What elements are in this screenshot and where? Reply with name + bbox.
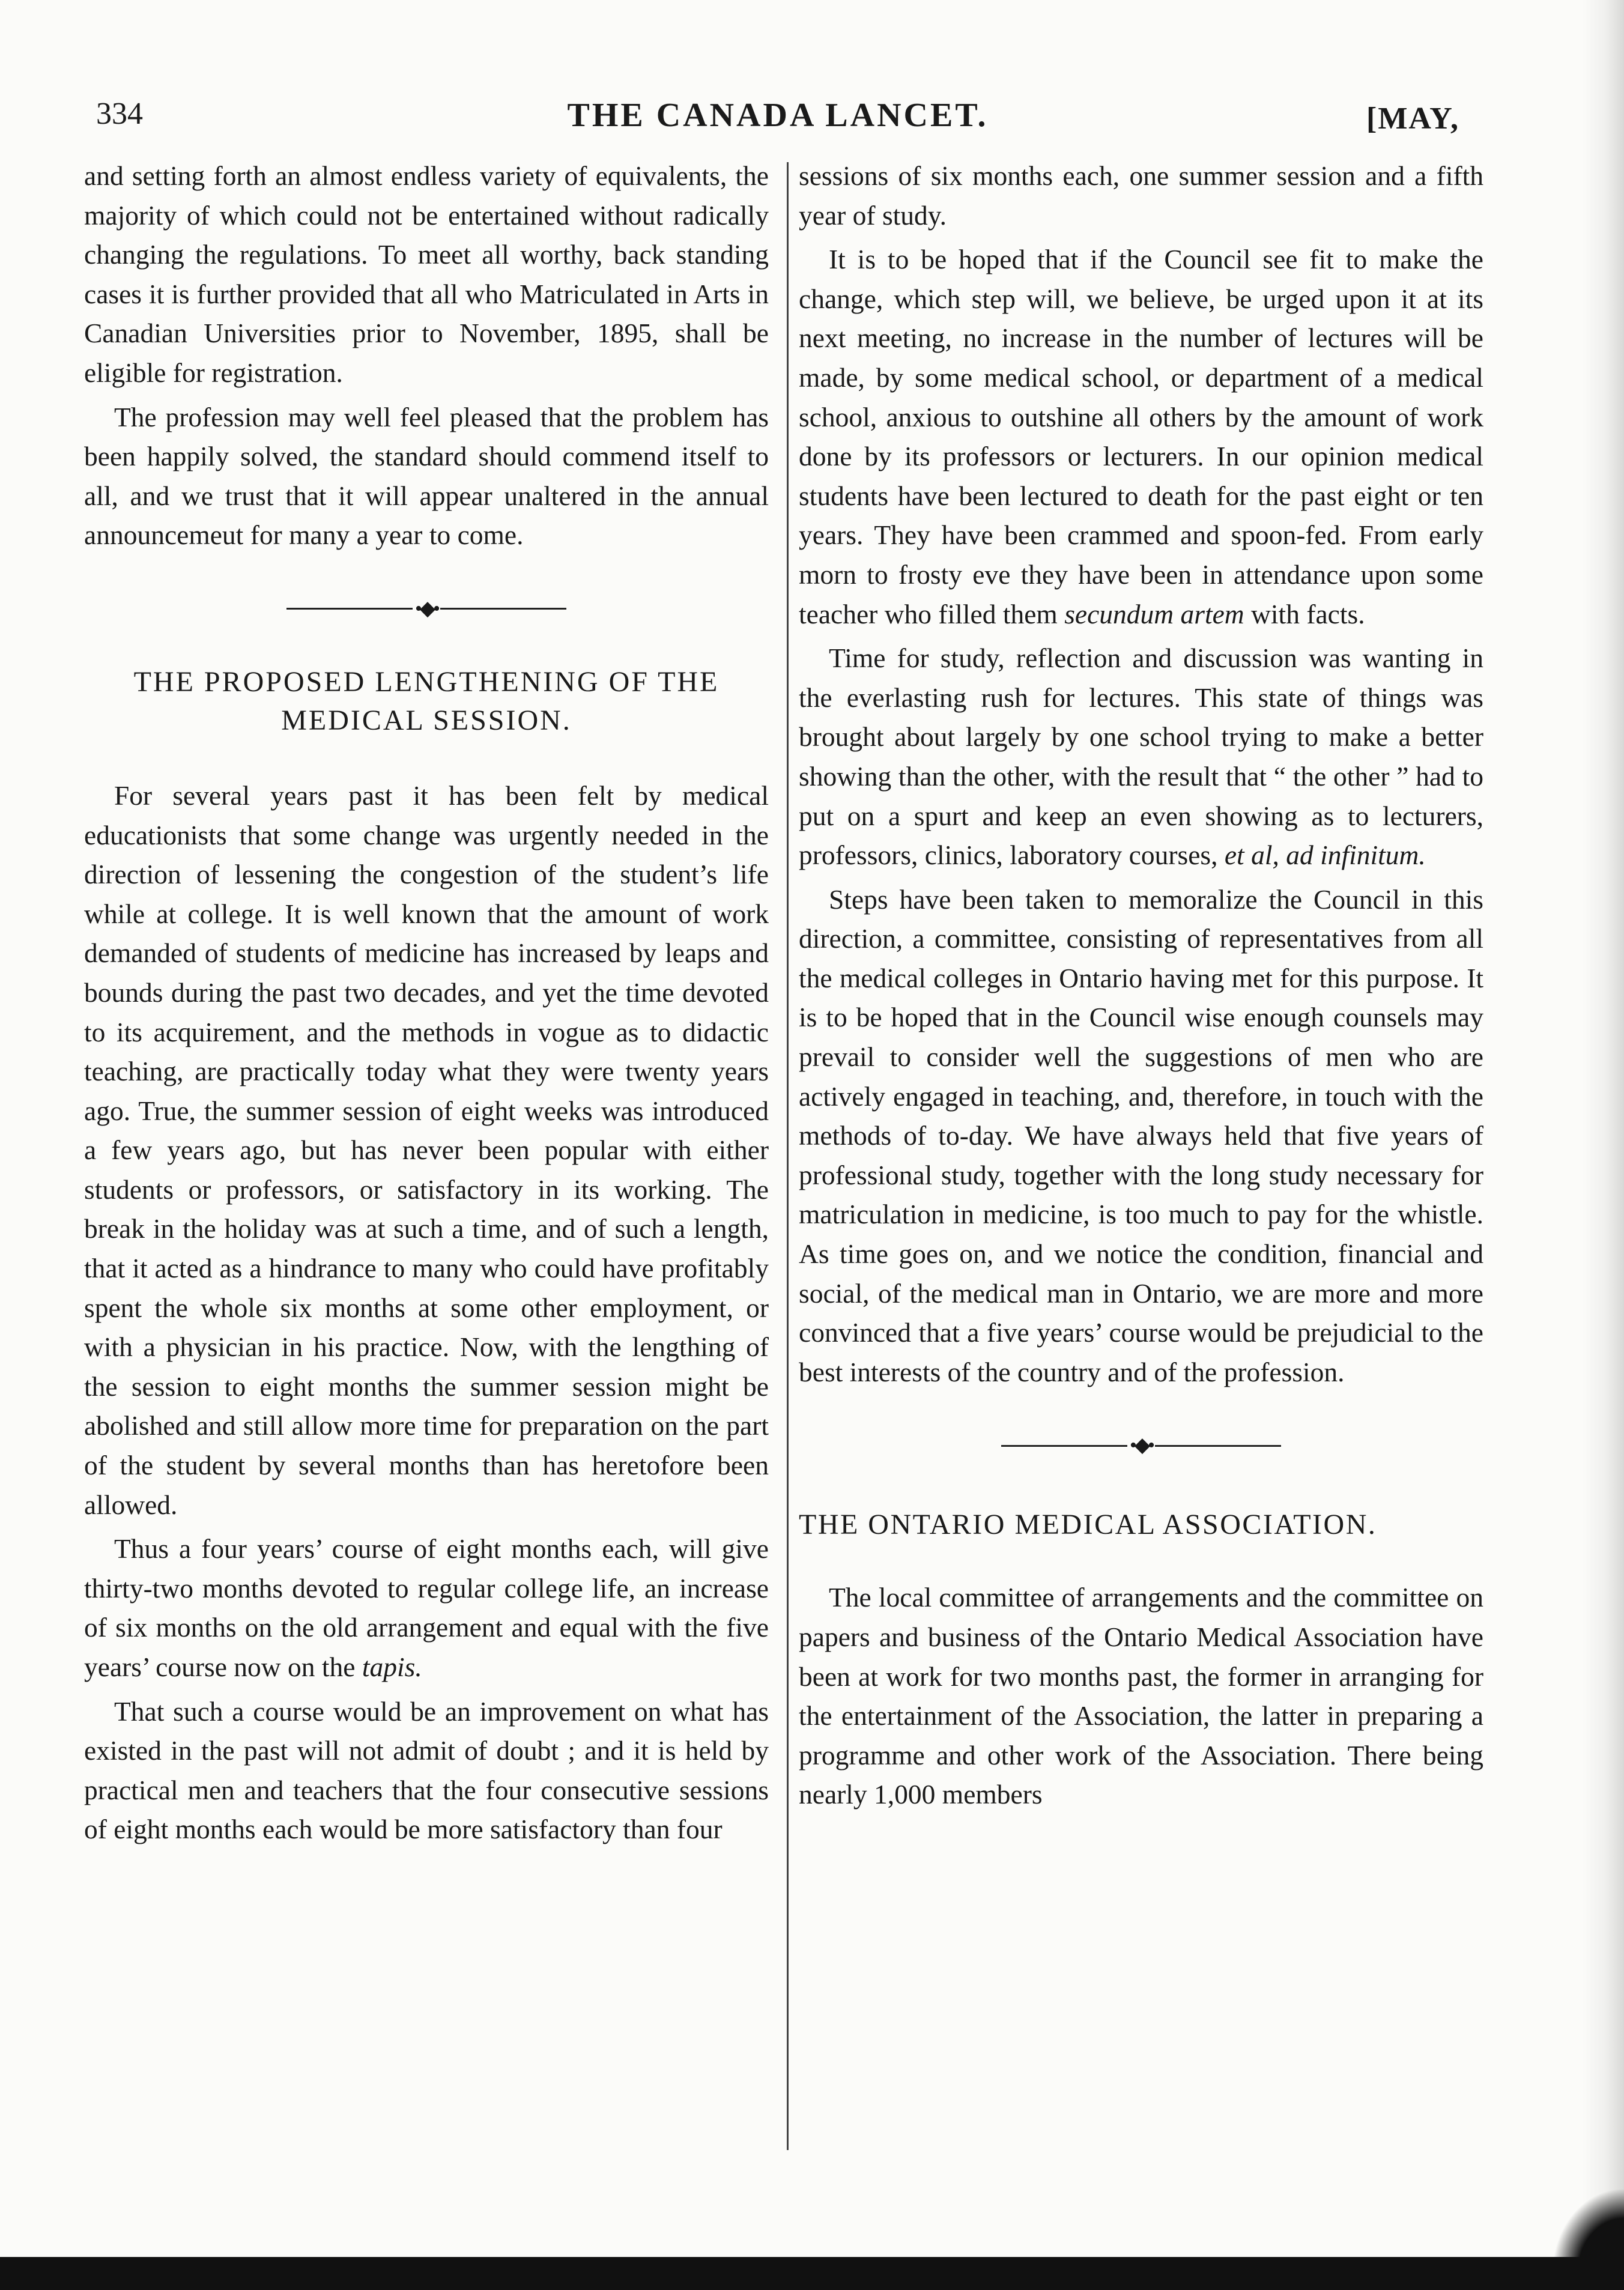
left-column bbox=[84, 156, 769, 1849]
right-column bbox=[799, 156, 1483, 1814]
paragraph bbox=[799, 638, 1483, 875]
paragraph-text: It is to be hoped that if the Council see fit to make the change, which step will, we believe, be urged upon it at its next meeting, no increase in the number of lectures will be made, by some medical school, or department of a medical school, anxious to outshine all others by the amount of work done by its professors or lecturers. In our opinion medical students have been lectured to death for the past eight or ten years. They have been crammed and spoon-fed. From early morn to frosty eve they have been in attendance upon some teacher who filled them bbox=[799, 244, 1483, 629]
rule bbox=[440, 608, 566, 610]
paragraph bbox=[799, 240, 1483, 634]
italic-term: et al, ad infinitum. bbox=[1224, 840, 1426, 871]
page-edge-shadow bbox=[1582, 0, 1624, 2290]
paragraph-text: Thus a four years’ course of eight months each, will give thirty-two months devoted to regular college life, an increase of six months on the old arrangement and equal with the five years’ course now on the bbox=[84, 1533, 769, 1682]
paragraph: Steps have been taken to memoralize the Council in this direction, a committee, consisting of representatives from all the medical colleges in Ontario having met for this purpose. It is to be hoped that in the Council wise enough counsels may prevail to consider well the suggestions of men who are actively engaged in teaching, and, therefore, in touch with the methods of to-day. We have always held that five years of professional study, together with the long study necessary for matriculation in medicine, is too much to pay for the whistle. As time goes on, and we notice the condition, financial and social, of the medical man in Ontario, we are more and more convinced that a five years’ course would be prejudicial to the best interests of the country and of the profession. bbox=[799, 883, 1483, 1387]
rule bbox=[1001, 1445, 1127, 1447]
page-number: 334 bbox=[96, 97, 143, 131]
paragraph: sessions of six months each, one summer session and a fifth year of study. bbox=[799, 160, 1483, 231]
paragraph: The local committee of arrangements and the committee on papers and business of the Ontario Medical Association have been at work for two months past, the former in arranging for the entertainment of the Association, the latter in preparing a programme and other work of the Association. There being nearly 1,000 members bbox=[799, 1582, 1483, 1810]
paragraph: That such a course would be an improvement on what has existed in the past will not admit of doubt ; and it is held by practical men and teachers that the four consecutive sessions of eight months each would be more satisfactory than four bbox=[84, 1695, 769, 1845]
running-header bbox=[96, 96, 1459, 150]
column-divider bbox=[787, 162, 789, 2150]
article-headline: THE PROPOSED LENGTHENING OF THE MEDICAL SESSION. bbox=[133, 665, 720, 736]
paragraph: The profession may well feel pleased that the problem has been happily solved, the standard should commend itself to all, and we trust that it will appear unaltered in the annual announcemeut for many a year to come. bbox=[84, 401, 769, 551]
rule bbox=[1155, 1445, 1281, 1447]
paragraph-text: with facts. bbox=[1244, 598, 1365, 629]
issue-month: [MAY, bbox=[1366, 101, 1459, 136]
paragraph: For several years past it has been felt by medical educationists that some change was urgently needed in the direction of lessening the congestion of the student’s life while at college. It is well known that the amount of work demanded of students of medicine has increased by leaps and bounds during the past two decades, and yet the time devoted to its acquirement, and the methods in vogue as to didactic teaching, are practically today what they were twenty years ago. True, the summer session of eight weeks was introduced a few years ago, but has never been popular with either students or professors, or satisfactory in its working. The break in the holiday was at such a time, and of such a length, that it acted as a hindrance to many who could have profitably spent the whole six months at some other employment, or with a physician in his practice. Now, with the lengthing of the session to eight months the summer session might be abolished and still allow more time for preparation on the part of the student by several months than has heretofore been allowed. bbox=[84, 780, 769, 1520]
section-ornament bbox=[799, 1404, 1483, 1488]
paragraph-text: Time for study, reflection and discussion was wanting in the everlasting rush for lectures. This state of things was brought about largely by one school trying to make a better showing than the other, with the result that “ the other ” had to put on a spurt and keep an even showing as to lecturers, professors, clinics, laboratory courses, bbox=[799, 643, 1483, 871]
italic-term: secundum artem bbox=[1064, 598, 1244, 629]
scan-bottom-border bbox=[0, 2257, 1624, 2290]
rule bbox=[286, 608, 413, 610]
paragraph: and setting forth an almost endless variety of equivalents, the majority of which could not be entertained without radically changing the regulations. To meet all worthy, back standing cases it is further provided that all who Matriculated in Arts in Canadian Universities prior to November, 1895, shall be eligible for registration. bbox=[84, 160, 769, 388]
article-headline: THE ONTARIO MEDICAL ASSOCIATION. bbox=[799, 1509, 1377, 1541]
ornament-glyph: •◆• bbox=[1130, 1434, 1153, 1457]
italic-term: tapis. bbox=[362, 1652, 422, 1682]
paragraph bbox=[84, 1529, 769, 1686]
section-ornament bbox=[84, 567, 769, 651]
ornament-glyph: •◆• bbox=[415, 597, 438, 620]
journal-title: THE CANADA LANCET. bbox=[567, 97, 989, 134]
page-curl bbox=[1552, 2188, 1624, 2272]
